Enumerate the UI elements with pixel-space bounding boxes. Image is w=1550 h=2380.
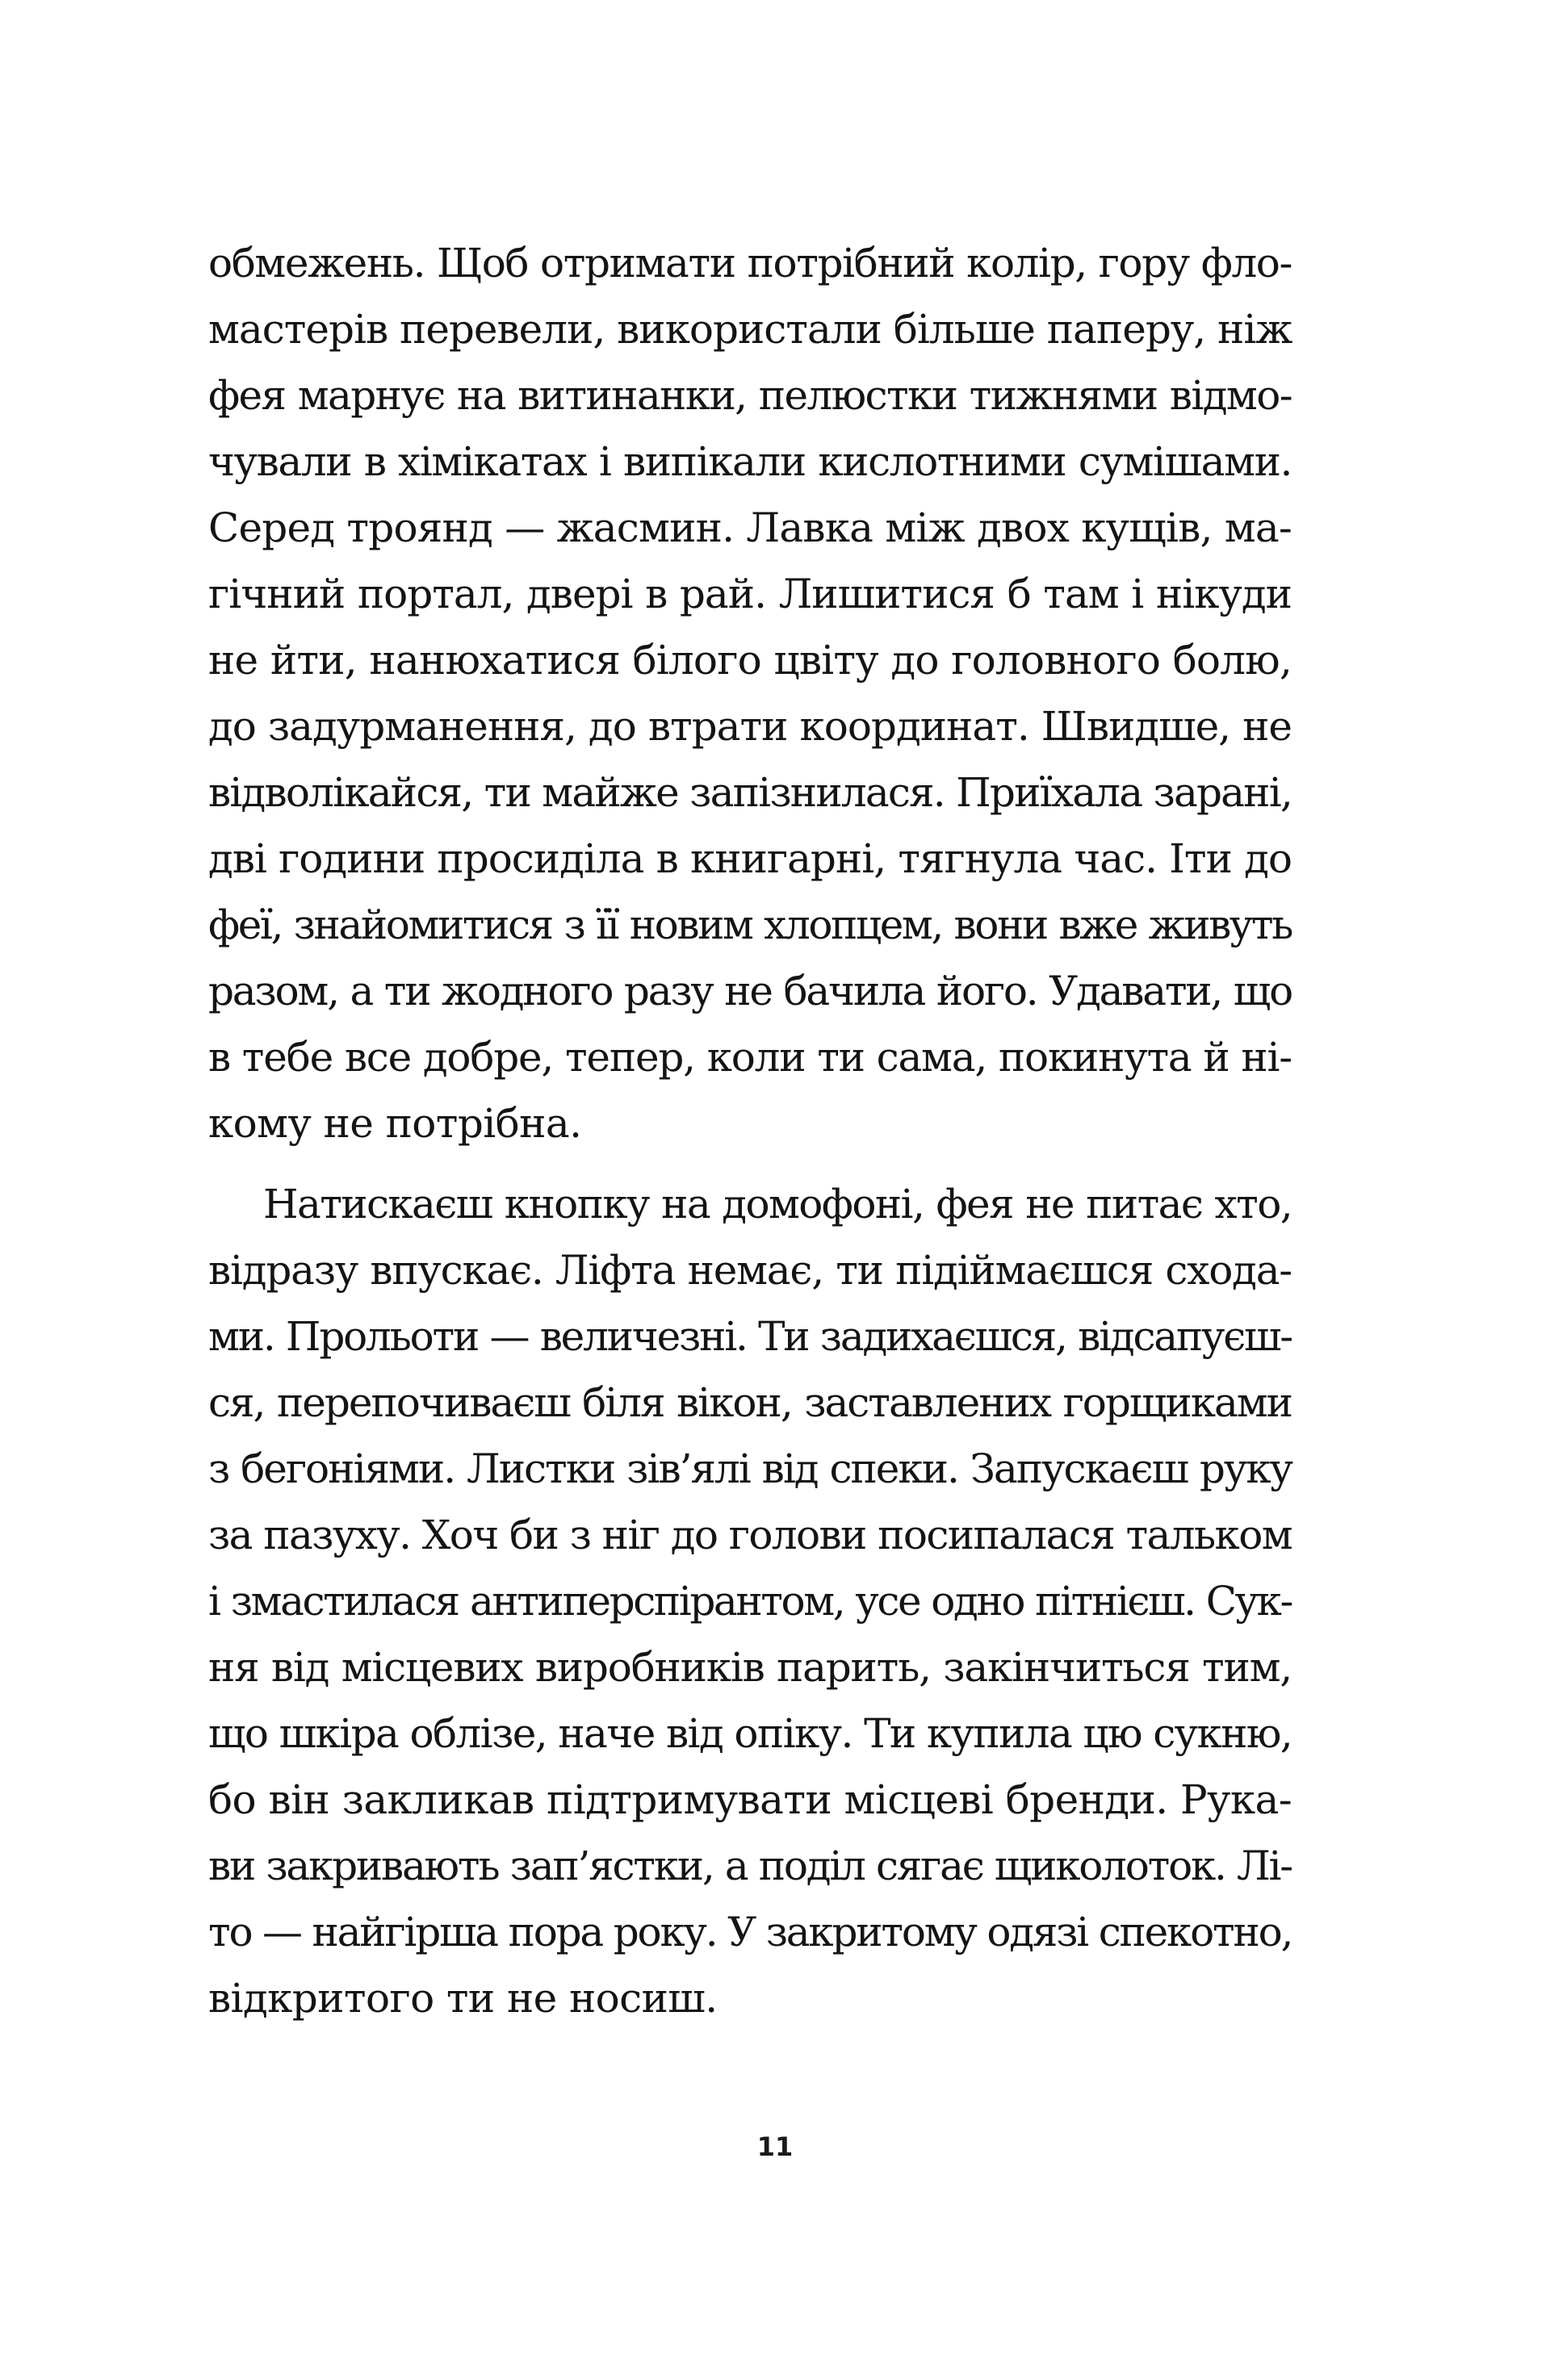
text-line: Серед троянд — жасмин. Лавка між двох кущів, ма- bbox=[208, 504, 1292, 551]
text-line: мастерів перевели, використали більше паперу, ніж bbox=[208, 306, 1292, 353]
text-line: в тебе все добре, тепер, коли ти сама, покинута й ні- bbox=[208, 1034, 1292, 1081]
text-line: дві години просиділа в книгарні, тягнула час. Іти до bbox=[208, 835, 1292, 882]
text-line: гічний портал, двері в рай. Лишитися б там і нікуди bbox=[208, 571, 1292, 617]
text-line: за пазуху. Хоч би з ніг до голови посипалася тальком bbox=[208, 1512, 1292, 1558]
text-line: що шкіра облізе, наче від опіку. Ти купила цю сукню, bbox=[208, 1710, 1292, 1757]
text-line: не йти, нанюхатися білого цвіту до головного болю, bbox=[208, 637, 1292, 684]
text-line: ви закривають зап’ястки, а поділ сягає щиколоток. Лі- bbox=[208, 1843, 1292, 1889]
text-line: ня від місцевих виробників парить, закінчиться тим, bbox=[208, 1644, 1292, 1691]
paragraph-1 bbox=[208, 230, 1292, 1157]
text-line: ми. Прольоти — величезні. Ти задихаєшся, відсапуєш- bbox=[208, 1313, 1292, 1360]
text-line: фея марнує на витинанки, пелюстки тижнями відмо- bbox=[208, 372, 1292, 419]
text-line: відкритого ти не носиш. bbox=[208, 1975, 718, 2022]
text-line: бо він закликав підтримувати місцеві бренди. Рука- bbox=[208, 1776, 1292, 1823]
text-line: чували в хімікатах і випікали кислотними сумішами. bbox=[208, 438, 1292, 485]
body-text bbox=[208, 230, 1292, 2031]
text-line: відволікайся, ти майже запізнилася. Приїхала зарані, bbox=[208, 769, 1292, 816]
paragraph-2 bbox=[208, 1171, 1292, 2031]
text-line: з бегоніями. Листки зів’ялі від спеки. Запускаєш руку bbox=[208, 1445, 1292, 1492]
text-line: до задурманення, до втрати координат. Швидше, не bbox=[208, 703, 1292, 750]
text-line: кому не потрібна. bbox=[208, 1100, 582, 1147]
text-line: відразу впускає. Ліфта немає, ти підіймаєшся схода- bbox=[208, 1247, 1292, 1294]
text-line: Натискаєш кнопку на домофоні, фея не питає хто, bbox=[263, 1181, 1292, 1228]
text-line: обмежень. Щоб отримати потрібний колір, гору фло- bbox=[208, 240, 1292, 287]
page-number: 11 bbox=[756, 2131, 794, 2162]
text-line: разом, а ти жодного разу не бачила його. Удавати, що bbox=[208, 968, 1292, 1014]
text-line: ся, перепочиваєш біля вікон, заставлених горщиками bbox=[208, 1379, 1292, 1426]
text-line: і змастилася антиперспірантом, усе одно пітнієш. Сук- bbox=[208, 1578, 1292, 1625]
text-line: феї, знайомитися з її новим хлопцем, вони вже живуть bbox=[208, 901, 1292, 948]
text-line: то — найгірша пора року. У закритому одязі спекотно, bbox=[208, 1909, 1292, 1955]
paragraph-spacer bbox=[208, 1157, 1292, 1171]
